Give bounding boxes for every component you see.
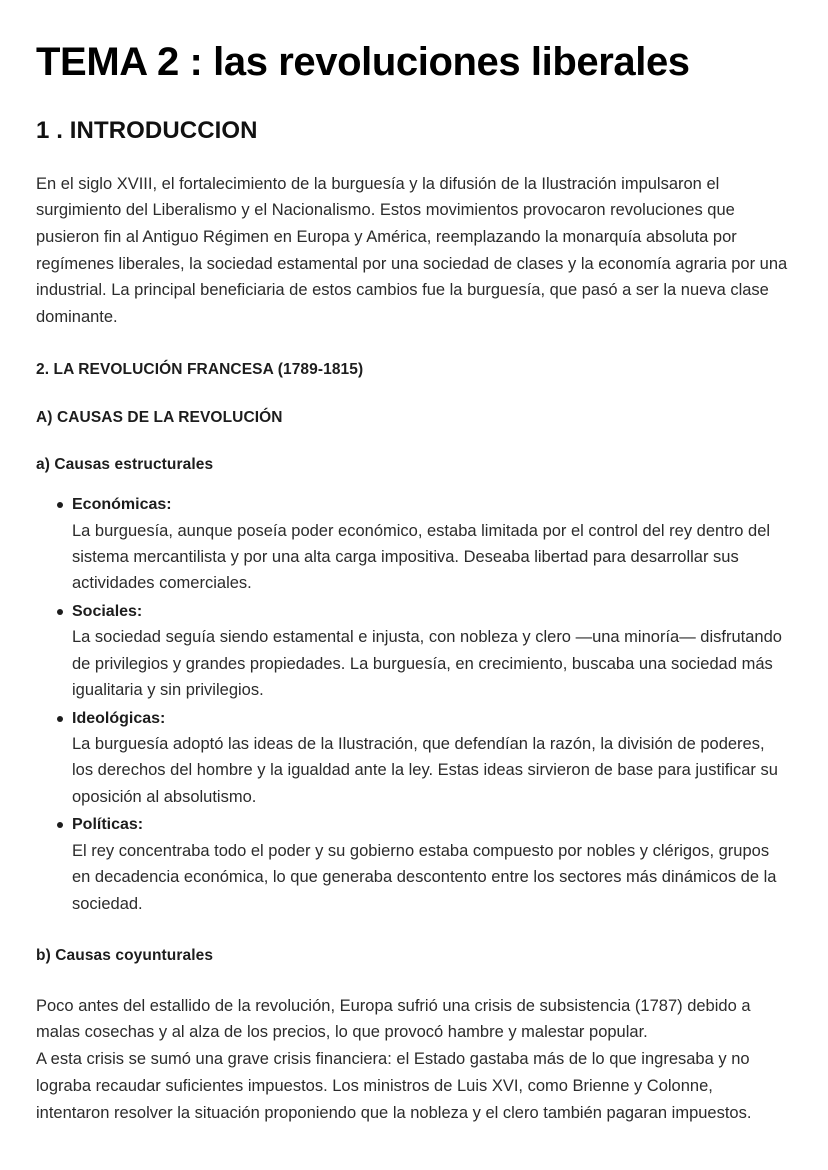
list-item <box>36 706 790 811</box>
bullet-icon <box>57 502 63 508</box>
intro-paragraph: En el siglo XVIII, el fortalecimiento de la burguesía y la difusión de la Ilustración impulsaron el surgimiento del Liberalismo y el Nacionalismo. Estos movimientos provocaron revoluciones que pusieron fin al Antiguo Régimen en Europa y América, reemplazando la monarquía absoluta por regímenes liberales, la sociedad estamental por una sociedad de clases y la economía agraria por una industrial. La principal beneficiaria de estos cambios fue la burguesía, que pasó a ser la nueva clase dominante. <box>36 174 788 327</box>
list-item-label: Ideológicas: <box>72 709 166 727</box>
list-item-label: Políticas: <box>72 816 144 834</box>
causas-estructurales-list <box>36 492 790 917</box>
causas-coyunturales-body <box>36 993 790 1127</box>
list-item-text: La burguesía, aunque poseía poder económico, estaba limitada por el control del rey dentro del sistema mercantilista y por una alta carga impositiva. Deseaba libertad para desarrollar sus actividades comerciales. <box>72 521 771 593</box>
coyunturales-paragraph-2: A esta crisis se sumó una grave crisis financiera: el Estado gastaba más de lo que ingresaba y no lograba recaudar suficientes impuestos. Los ministros de Luis XVI, como Brienne y Colonne, intentaron resolver la situación proponiendo que la nobleza y el clero también pagaran impuestos. <box>36 1050 752 1122</box>
bullet-icon <box>57 822 63 828</box>
list-item <box>36 599 790 704</box>
list-item-text: La burguesía adoptó las ideas de la Ilustración, que defendían la razón, la división de poderes, los derechos del hombre y la igualdad ante la ley. Estas ideas sirvieron de base para justificar su oposición al absolutismo. <box>72 735 778 806</box>
coyunturales-paragraph-1: Poco antes del estallido de la revolución, Europa sufrió una crisis de subsistencia (1787) debido a malas cosechas y al alza de los precios, lo que provocó hambre y malestar popular. <box>36 996 751 1042</box>
list-item <box>36 492 790 597</box>
list-item-text: La sociedad seguía siendo estamental e injusta, con nobleza y clero —una minoría— disfrutando de privilegios y grandes propiedades. La burguesía, en crecimiento, buscaba una sociedad más igualitaria y sin privilegios. <box>72 628 782 700</box>
subsection-heading-causas-estructurales: a) Causas estructurales <box>36 456 214 474</box>
page-title: TEMA 2 : las revoluciones liberales <box>36 40 690 84</box>
list-item-label: Económicas: <box>72 495 172 513</box>
subsection-heading-causas-coyunturales: b) Causas coyunturales <box>36 947 214 965</box>
bullet-icon <box>57 716 63 722</box>
section-heading-introduccion: 1 . INTRODUCCION <box>36 116 258 144</box>
section-heading-revolucion-francesa: 2. LA REVOLUCIÓN FRANCESA (1789-1815) <box>36 360 364 378</box>
bullet-icon <box>57 609 63 615</box>
list-item-text: El rey concentraba todo el poder y su gobierno estaba compuesto por nobles y clérigos, grupos en decadencia económica, lo que generaba descontento entre los sectores más dinámicos de la sociedad. <box>72 841 777 913</box>
list-item-label: Sociales: <box>72 602 143 620</box>
subsection-heading-causas-revolucion: A) CAUSAS DE LA REVOLUCIÓN <box>36 408 283 426</box>
list-item <box>36 812 790 917</box>
